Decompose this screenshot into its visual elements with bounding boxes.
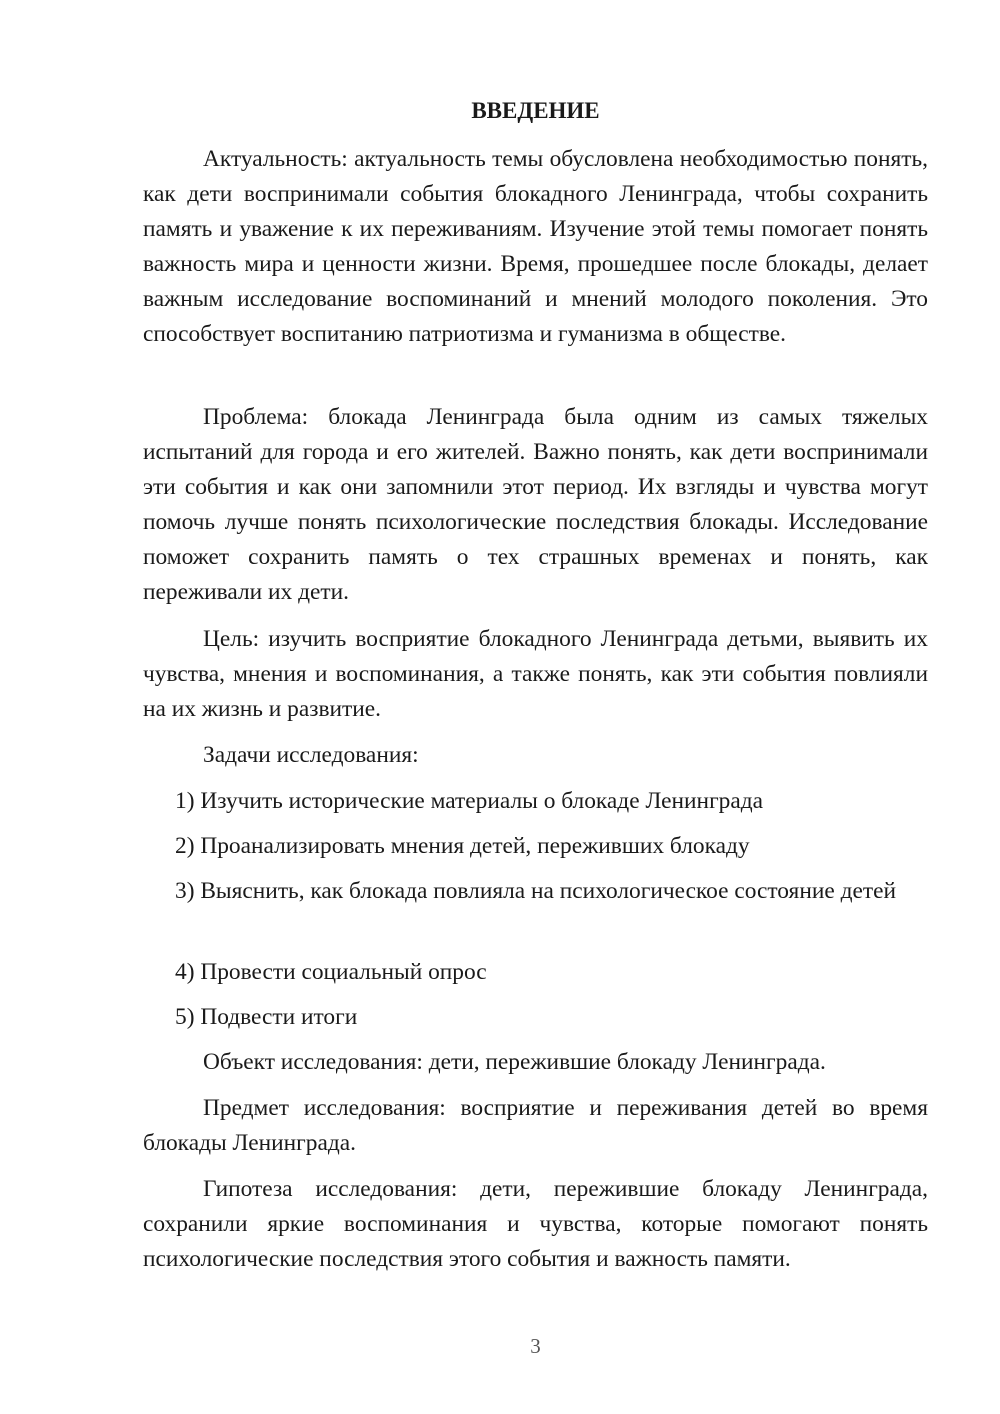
subject-paragraph: Предмет исследования: восприятие и переживания детей во время блокады Ленинграда.	[143, 1095, 928, 1156]
task-item-5: 5) Подвести итоги	[175, 1004, 358, 1030]
hypothesis-paragraph: Гипотеза исследования: дети, пережившие блокаду Ленинграда, сохранили яркие воспоминания и чувства, которые помогают понять психологические последствия этого события и важность памяти.	[143, 1176, 928, 1272]
page-number: 3	[530, 1334, 541, 1358]
goal-paragraph: Цель: изучить восприятие блокадного Ленинграда детьми, выявить их чувства, мнения и воспоминания, а также понять, как эти события повлияли на их жизнь и развитие.	[143, 626, 928, 722]
object-paragraph: Объект исследования: дети, пережившие блокаду Ленинграда.	[203, 1049, 826, 1075]
task-item-4: 4) Провести социальный опрос	[175, 959, 487, 985]
relevance-paragraph: Актуальность: актуальность темы обусловлена необходимостью понять, как дети воспринимали события блокадного Ленинграда, чтобы сохранить память и уважение к их переживаниям. Изучение этой темы помогает понять важность мира и ценности жизни. Время, прошедшее после блокады, делает важным исследование воспоминаний и мнений молодого поколения. Это способствует воспитанию патриотизма и гуманизма в обществе.	[143, 146, 928, 347]
tasks-heading: Задачи исследования:	[203, 742, 419, 768]
task-item-2: 2) Проанализировать мнения детей, переживших блокаду	[175, 833, 750, 859]
page-title: ВВЕДЕНИЕ	[471, 98, 600, 123]
task-item-3: 3) Выяснить, как блокада повлияла на психологическое состояние детей	[175, 878, 896, 904]
task-item-1: 1) Изучить исторические материалы о блокаде Ленинграда	[175, 788, 764, 814]
problem-paragraph: Проблема: блокада Ленинграда была одним из самых тяжелых испытаний для города и его жителей. Важно понять, как дети воспринимали эти события и как они запомнили этот период. Их взгляды и чувства могут помочь лучше понять психологические последствия блокады. Исследование поможет сохранить память о тех страшных временах и понять, как переживали их дети.	[143, 404, 928, 605]
